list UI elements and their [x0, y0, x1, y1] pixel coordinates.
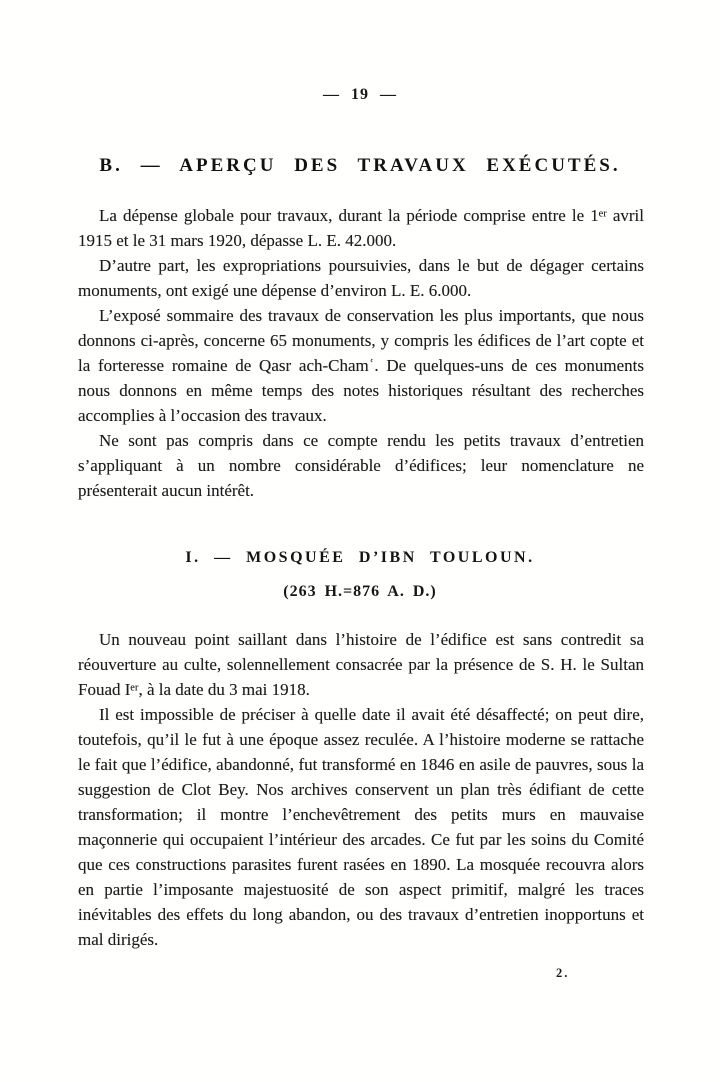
section-1-body	[78, 627, 644, 952]
paragraph: D’autre part, les expropriations poursuivies, dans le but de dégager certains monuments, ont exigé une dépense d’environ L. E. 6.000.	[78, 256, 644, 300]
paragraph: Il est impossible de préciser à quelle date il avait été désaffecté; on peut dire, toutefois, qu’il le fut à une époque assez reculée. A l’histoire moderne se rattache le fait que l’édifice, abandonné, fut transformé en 1846 en asile de pauvres, sous la suggestion de Clot Bey. Nos archives conservent un plan très édifiant de cette transformation; il montre l’enchevêtrement des petits murs en mauvaise maçonnerie qui occupaient l’intérieur des arcades. Ce fut par les soins du Comité que ces constructions parasites furent rasées en 1890. La mosquée recouvra alors en partie l’imposante majestuosité de son aspect primitif, malgré les traces inévitables des effets du long abandon, ou des travaux d’entretien inopportuns et mal dirigés.	[78, 705, 644, 949]
paragraph: L’exposé sommaire des travaux de conservation les plus importants, que nous donnons ci-après, concerne 65 monuments, y compris les édifices de l’art copte et la forteresse romaine de Qasr ach-Chamʿ. De quelques-uns de ces monuments nous donnons en même temps des notes historiques résultant des recherches accomplies à l’occasion des travaux.	[78, 306, 644, 425]
page-number: — 19 —	[323, 86, 397, 103]
paragraph: Un nouveau point saillant dans l’histoire de l’édifice est sans contredit sa réouverture au culte, solennellement consacrée par la présence de S. H. le Sultan Fouad Iᵉʳ, à la date du 3 mai 1918.	[78, 630, 644, 699]
section-b-heading: B. — APERÇU DES TRAVAUX EXÉCUTÉS.	[99, 155, 621, 176]
printer-signature-mark: 2.	[556, 966, 570, 980]
section-1-date-subtitle: (263 H.=876 A. D.)	[283, 583, 437, 600]
section-b-body	[78, 203, 644, 503]
section-1-heading: I. — MOSQUÉE D’IBN TOULOUN.	[185, 549, 535, 566]
paragraph: La dépense globale pour travaux, durant la période comprise entre le 1ᵉʳ avril 1915 et le 31 mars 1920, dépasse L. E. 42.000.	[78, 206, 644, 250]
paragraph: Ne sont pas compris dans ce compte rendu les petits travaux d’entretien s’appliquant à un nombre considérable d’édifices; leur nomenclature ne présenterait aucun intérêt.	[78, 431, 644, 500]
